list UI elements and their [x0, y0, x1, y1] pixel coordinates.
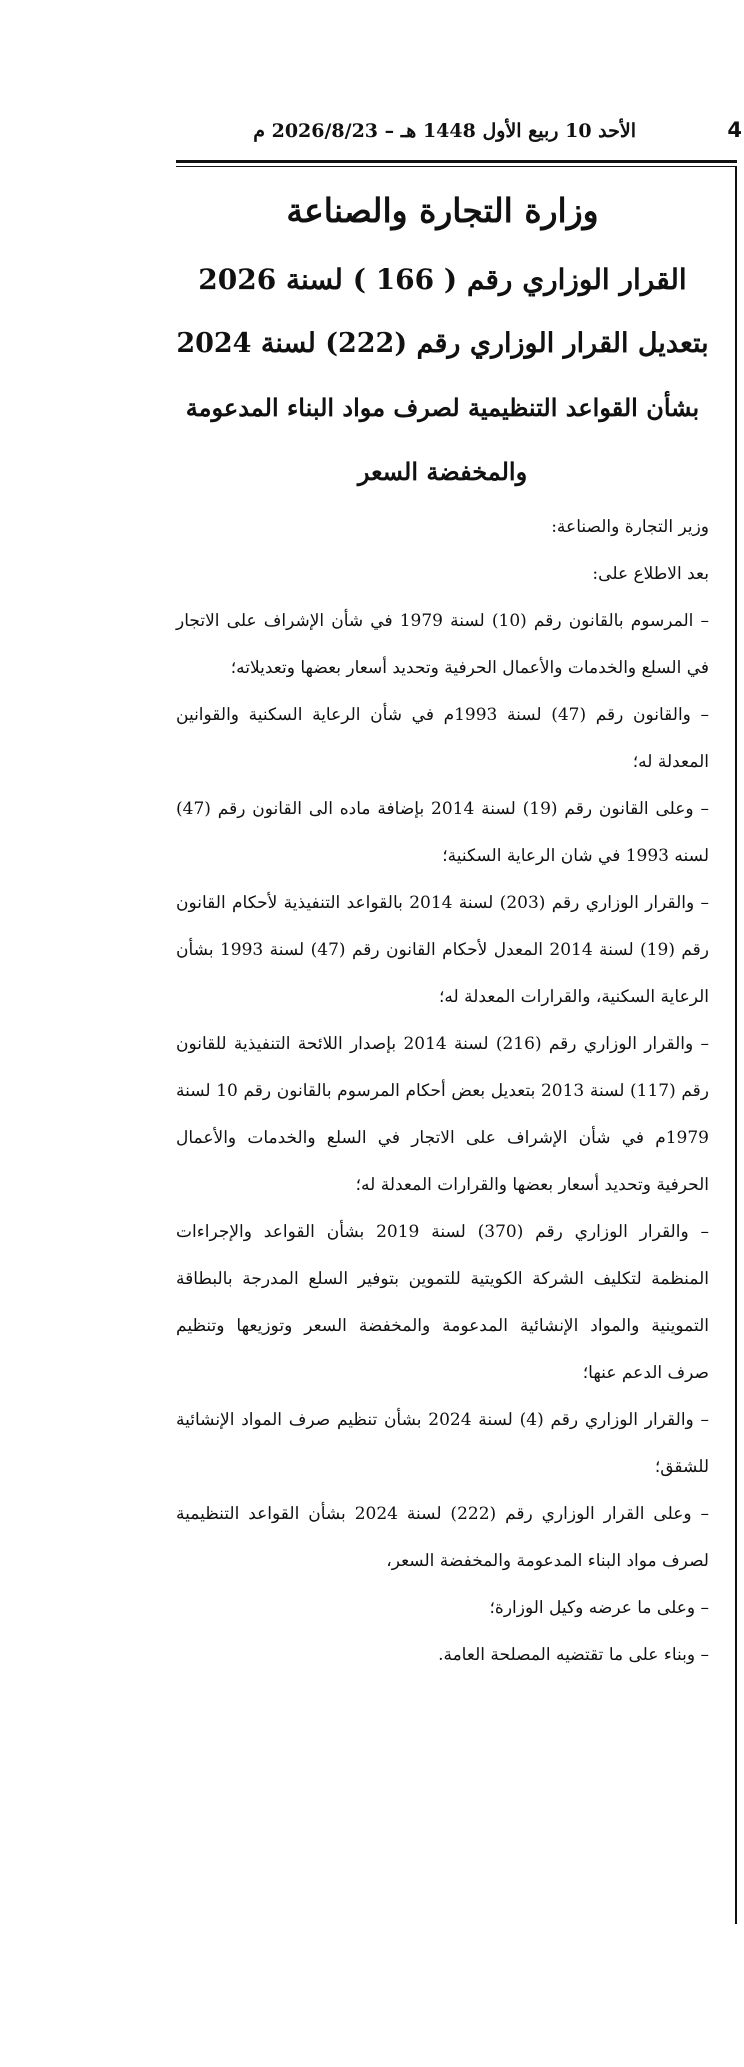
header-rule-thin: [176, 166, 737, 167]
preamble-item: – والقرار الوزاري رقم (216) لسنة 2014 بإصدار اللائحة التنفيذية للقانون رقم (117) لسنة 2013 بتعديل بعض أحكام المرسوم بالقانون رقم 10 لسنة 1979م في شأن الإشراف على الاتجار في السلع والخدمات والأعمال الحرفية وتحديد أسعار بعضها والقرارات المعدلة له؛: [176, 1034, 709, 1195]
page-header: [176, 118, 742, 150]
preamble-item: – والقانون رقم (47) لسنة 1993م في شأن الرعاية السكنية والقوانين المعدلة له؛: [176, 705, 709, 772]
ministry-heading: وزارة التجارة والصناعة: [286, 191, 599, 230]
preamble-item: – وعلى القرار الوزاري رقم (222) لسنة 2024 بشأن القواعد التنظيمية لصرف مواد البناء المدعومة والمخفضة السعر،: [176, 1504, 710, 1571]
page-number: 4: [727, 118, 742, 142]
preamble-item: – والقرار الوزاري رقم (370) لسنة 2019 بشأن القواعد والإجراءات المنظمة لتكليف الشركة الكويتية للتموين بتوفير السلع المدرجة بالبطاقة التموينية والمواد الإنشائية المدعومة والمخفضة السعر وتوزيعها وتنظيم صرف الدعم عنها؛: [176, 1222, 709, 1383]
preamble-item: – وبناء على ما تقتضيه المصلحة العامة.: [438, 1645, 709, 1665]
decision-content: [176, 176, 709, 1679]
decision-amending: بتعديل القرار الوزاري رقم (222) لسنة 2024: [176, 328, 709, 359]
issue-date: الأحد 10 ربيع الأول 1448 هـ – 2026/8/23 م: [253, 120, 636, 142]
preamble-item: – المرسوم بالقانون رقم (10) لسنة 1979 في شأن الإشراف على الاتجار في السلع والخدمات والأعمال الحرفية وتحديد أسعار بعضها وتعديلاته؛: [176, 611, 709, 678]
preamble-item: – والقرار الوزاري رقم (4) لسنة 2024 بشأن تنظيم صرف المواد الإنشائية للشقق؛: [176, 1410, 710, 1477]
preamble-item: – والقرار الوزاري رقم (203) لسنة 2014 بالقواعد التنفيذية لأحكام القانون رقم (19) لسنة 2014 المعدل لأحكام القانون رقم (47) لسنة 1993 بشأن الرعاية السكنية، والقرارات المعدلة له؛: [176, 893, 710, 1007]
column-rule: [735, 166, 737, 1924]
after-review-line: بعد الاطلاع على:: [592, 564, 709, 584]
preamble-item: – وعلى ما عرضه وكيل الوزارة؛: [489, 1598, 709, 1618]
preamble-item: – وعلى القانون رقم (19) لسنة 2014 بإضافة ماده الى القانون رقم (47) لسنه 1993 في شان الرعاية السكنية؛: [176, 799, 709, 866]
decision-subject-line-1: بشأن القواعد التنظيمية لصرف مواد البناء المدعومة: [185, 393, 700, 422]
decision-subject-line-2: والمخفضة السعر: [357, 457, 528, 486]
decision-title: القرار الوزاري رقم ( 166 ) لسنة 2026: [198, 263, 687, 296]
header-rule: [176, 160, 737, 163]
minister-line: وزير التجارة والصناعة:: [551, 517, 709, 537]
